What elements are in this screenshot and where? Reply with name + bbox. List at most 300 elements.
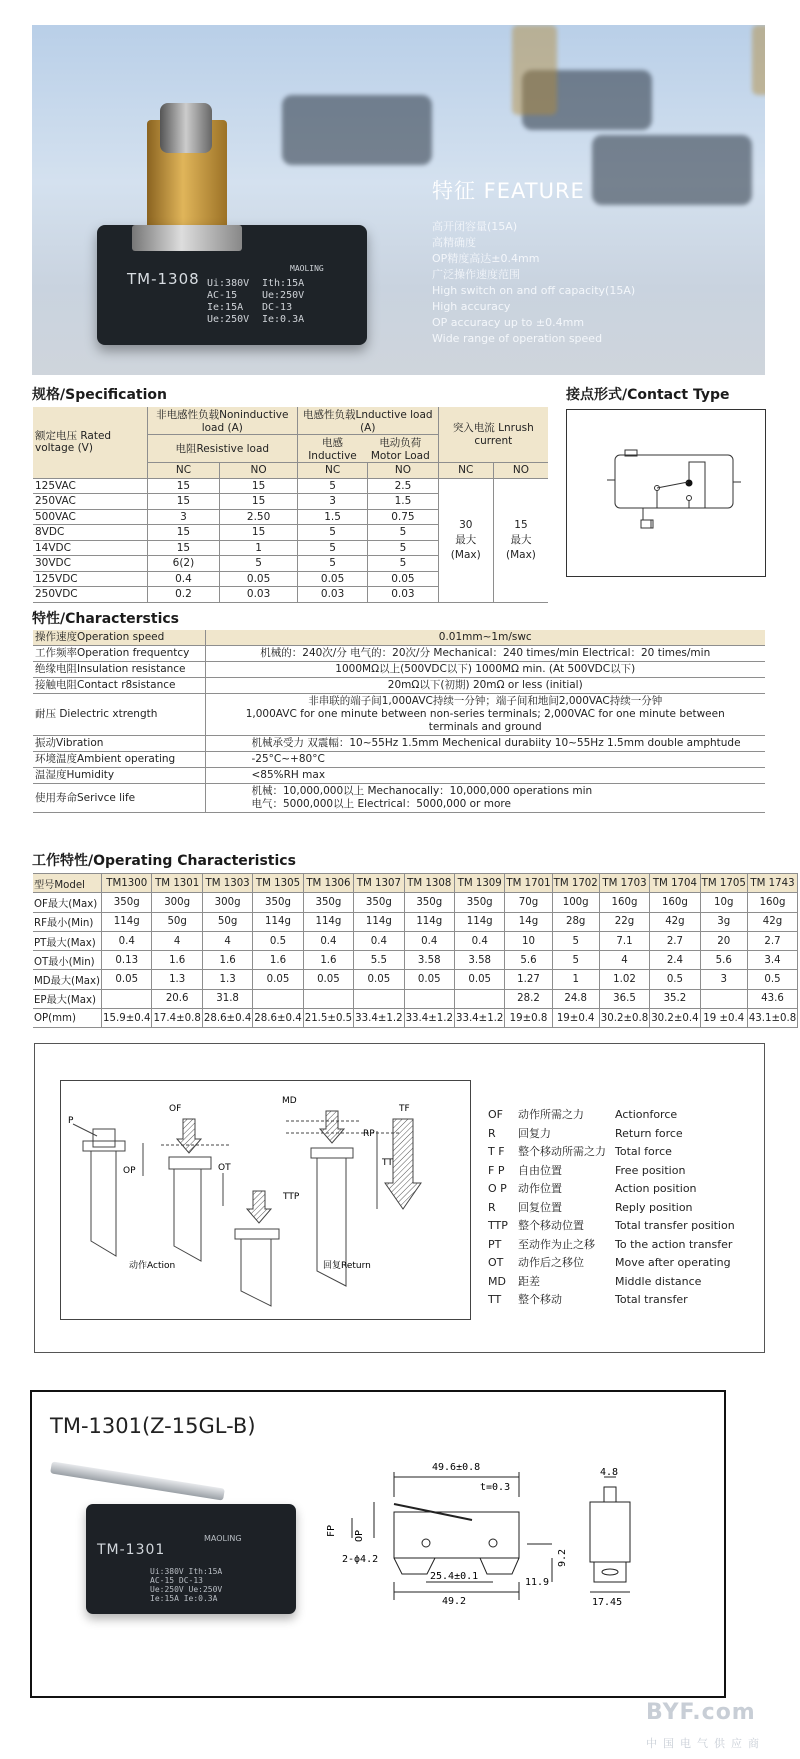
spec-voltage: 8VDC — [33, 525, 147, 541]
operating-cell: 160g — [599, 893, 649, 912]
spec-value: 5 — [368, 525, 438, 541]
legend-en: Actionforce — [615, 1108, 678, 1121]
feature-item: 广泛操作速度范围 — [432, 268, 520, 281]
watermark-site: 中国电气供应商 — [646, 1737, 765, 1750]
characteristic-row — [33, 736, 765, 752]
spec-value: 0.05 — [220, 571, 298, 587]
characteristic-value: 20mΩ以下(初期) 20mΩ or less (initial) — [205, 678, 765, 694]
spec-value: 5 — [297, 478, 367, 494]
legend-en: Move after operating — [615, 1256, 731, 1269]
feature-title: 特征 FEATURE — [432, 179, 585, 203]
legend-en: Return force — [615, 1126, 683, 1140]
operating-cell: TM 1308 — [404, 874, 454, 893]
operating-cell: 0.5 — [650, 970, 700, 989]
operating-cell: 5 — [552, 931, 599, 950]
label-tt: TT — [382, 1158, 393, 1168]
operating-cell: 2.4 — [650, 951, 700, 970]
operating-cell: 3.4 — [747, 951, 797, 970]
operating-cell: 14g — [505, 912, 552, 931]
operation-diagram-box — [34, 1043, 765, 1353]
dim-span: 25.4±0.1 — [430, 1571, 479, 1582]
operating-cell: 100g — [552, 893, 599, 912]
spec-value: 15 — [147, 525, 220, 541]
label-ot: OT — [218, 1163, 231, 1173]
dim-op: OP — [354, 1529, 365, 1542]
legend-code: OF — [488, 1108, 503, 1121]
operating-cell: 30.2±0.4 — [650, 1009, 700, 1028]
operating-cell: 10 — [505, 931, 552, 950]
characteristic-value: 1000MΩ以上(500VDC以下) 1000MΩ min. (At 500VDC以下) — [205, 662, 765, 678]
spec-header-rated: 额定电压 Rated voltage (V) — [33, 407, 147, 478]
operating-cell: 114g — [102, 912, 152, 931]
characteristic-label: 工作频率Operation frequentcy — [33, 646, 205, 662]
operating-cell: 19±0.8 — [505, 1009, 552, 1028]
operating-cell: 5.6 — [505, 951, 552, 970]
feature-item: OP精度高达±0.4mm — [432, 252, 540, 265]
spec-value: 0.05 — [297, 571, 367, 587]
feature-item: 高开闭容量(15A) — [432, 220, 518, 233]
legend-en: Action position — [615, 1182, 697, 1195]
operating-cell — [354, 989, 404, 1008]
legend-cn: 回复力 — [518, 1126, 551, 1140]
operating-cell: 350g — [354, 893, 404, 912]
legend-row — [488, 1162, 735, 1181]
legend-cn: 至动作为止之移 — [518, 1237, 595, 1251]
characteristic-label: 使用寿命Serivce life — [33, 784, 205, 813]
operating-cell: 0.05 — [404, 970, 454, 989]
operating-cell: 1.3 — [202, 970, 252, 989]
plunger-diagram — [61, 1081, 470, 1319]
dim-width-top: 49.6±0.8 — [432, 1462, 481, 1473]
spec-value: 15 — [220, 525, 298, 541]
operating-cell: 36.5 — [599, 989, 649, 1008]
operating-cell: 28.2 — [505, 989, 552, 1008]
operating-cell: 50g — [202, 912, 252, 931]
operating-cell: 0.13 — [102, 951, 152, 970]
legend-cn: 整个移动所需之力 — [518, 1145, 606, 1158]
legend-cn: 回复位置 — [518, 1200, 562, 1214]
spec-nc: NC — [297, 463, 367, 479]
legend-row — [488, 1125, 735, 1144]
switch-roller — [160, 103, 212, 153]
characteristic-label: 振动Vibration — [33, 736, 205, 752]
operating-cell: 70g — [505, 893, 552, 912]
dimension-drawing — [322, 1442, 702, 1642]
operating-cell: 1.6 — [303, 951, 353, 970]
spec-value: 5 — [368, 556, 438, 572]
operating-cell: 0.4 — [102, 931, 152, 950]
legend-row — [488, 1236, 735, 1255]
spec-no: NO — [368, 463, 438, 479]
operating-cell: TM 1705 — [700, 874, 747, 893]
operating-cell: 0.4 — [404, 931, 454, 950]
spec-value: 3 — [147, 509, 220, 525]
legend-en: Reply position — [615, 1200, 693, 1214]
operating-row-label: EP最大(Max) — [33, 989, 102, 1008]
characteristic-row — [33, 678, 765, 694]
legend-code: PT — [488, 1237, 502, 1251]
legend-code: TT — [488, 1293, 502, 1306]
feature-item: Wide range of operation speed — [432, 332, 603, 345]
operating-cell: 20 — [700, 931, 747, 950]
operating-cell: 0.05 — [102, 970, 152, 989]
spec-value: 15 — [220, 494, 298, 510]
spec-value: 15 — [147, 494, 220, 510]
legend-row — [488, 1199, 735, 1218]
spec-voltage: 250VAC — [33, 494, 147, 510]
characteristic-label: 接触电阻Contact r8sistance — [33, 678, 205, 694]
spec-value: 15 — [147, 478, 220, 494]
operating-cell: TM 1305 — [253, 874, 303, 893]
model-photo-spec: Ui:380V Ith:15A AC-15 DC-13 Ue:250V Ue:250V Ie:15A Ie:0.3A — [150, 1567, 223, 1603]
watermark-logo: BYF.com — [646, 1700, 756, 1725]
operating-cell: 15.9±0.4 — [102, 1009, 152, 1028]
characteristic-value: 机械承受力 双震幅：10~55Hz 1.5mm Mechenical durabiity 10~55Hz 1.5mm double amphtude — [205, 736, 765, 752]
operating-cell: 350g — [102, 893, 152, 912]
spec-value: 0.03 — [368, 587, 438, 603]
legend-en: To the action transfer — [615, 1237, 733, 1251]
operating-cell: TM 1306 — [303, 874, 353, 893]
operating-cell: 114g — [303, 912, 353, 931]
operating-cell — [253, 989, 303, 1008]
operating-cell: 43.1±0.8 — [747, 1009, 797, 1028]
characteristic-value: 机械的：240次/分 电气的：20次/分 Mechanical：240 times/min Electrical：20 times/min — [205, 646, 765, 662]
characteristic-value: 机械：10,000,000以上 Mechanocally：10,000,000 operations min 电气：5000,000以上 Electrical：5000,000 or more — [205, 784, 765, 813]
operating-cell: 160g — [650, 893, 700, 912]
legend-code: O P — [488, 1182, 507, 1195]
operating-row — [33, 989, 798, 1008]
spec-voltage: 30VDC — [33, 556, 147, 572]
switch-spec-left: Ui:380V AC-15 Ie:15A Ue:250V — [207, 278, 250, 325]
spec-value: 1.5 — [297, 509, 367, 525]
operating-cell: 114g — [404, 912, 454, 931]
operating-row-label: OT最小(Min) — [33, 951, 102, 970]
operating-cell: 33.4±1.2 — [404, 1009, 454, 1028]
spec-header-inrush: 突入电流 Lnrush current — [438, 407, 548, 463]
bg-plunger-blur — [752, 25, 765, 95]
operating-cell: 28.6±0.4 — [202, 1009, 252, 1028]
spec-value: 15 — [220, 478, 298, 494]
spec-value: 1 — [220, 540, 298, 556]
operating-row-label: 型号Model — [33, 874, 102, 893]
legend-cn: 距差 — [518, 1274, 540, 1288]
spec-value: 5 — [297, 525, 367, 541]
characteristic-row — [33, 646, 765, 662]
label-rp: RP — [363, 1129, 375, 1139]
operating-cell: 0.5 — [747, 970, 797, 989]
legend-en: Total transfer position — [615, 1219, 735, 1232]
operating-cell: 42g — [650, 912, 700, 931]
operating-cell: 0.05 — [253, 970, 303, 989]
operating-cell: 1 — [552, 970, 599, 989]
operating-cell: 3 — [700, 970, 747, 989]
legend-row — [488, 1273, 735, 1292]
spec-value: 15 — [147, 540, 220, 556]
legend-code: R — [488, 1126, 496, 1140]
characteristic-label: 耐压 Dielectric xtrength — [33, 694, 205, 736]
operating-cell: 300g — [152, 893, 202, 912]
operating-cell: TM 1303 — [202, 874, 252, 893]
operating-cell: 17.4±0.8 — [152, 1009, 202, 1028]
operating-cell: 114g — [253, 912, 303, 931]
operating-cell: 4 — [152, 931, 202, 950]
spec-value: 0.05 — [368, 571, 438, 587]
operating-cell: 2.7 — [650, 931, 700, 950]
operating-cell: 1.6 — [253, 951, 303, 970]
operating-cell: 2.7 — [747, 931, 797, 950]
operating-table — [33, 873, 798, 1028]
operating-cell: 1.3 — [152, 970, 202, 989]
operating-cell: 3.58 — [404, 951, 454, 970]
operating-cell: 350g — [454, 893, 504, 912]
operating-cell: 350g — [404, 893, 454, 912]
spec-header-noninductive: 非电感性负载Noninductive load (A) — [147, 407, 297, 435]
legend-cn: 动作位置 — [518, 1182, 562, 1195]
spec-value: 0.4 — [147, 571, 220, 587]
operating-cell: TM 1743 — [747, 874, 797, 893]
model-box — [30, 1390, 726, 1698]
operating-cell: 30.2±0.8 — [599, 1009, 649, 1028]
operating-cell: 1.6 — [152, 951, 202, 970]
legend-row — [488, 1180, 735, 1199]
spec-header-inductive-load: 电感性负载Lnductive load (A) — [297, 407, 438, 435]
operating-cell: 0.4 — [354, 931, 404, 950]
operating-row — [33, 931, 798, 950]
operating-cell: 0.05 — [354, 970, 404, 989]
operating-cell: 0.4 — [303, 931, 353, 950]
spec-header-inductive-motor — [297, 435, 438, 463]
spec-table — [33, 407, 548, 603]
operating-cell: 0.4 — [454, 931, 504, 950]
operating-cell: 350g — [303, 893, 353, 912]
model-photo-brand: MAOLING — [204, 1534, 242, 1543]
operating-row — [33, 893, 798, 912]
operating-cell: 5.5 — [354, 951, 404, 970]
feature-item: High switch on and off capacity(15A) — [432, 284, 636, 297]
legend-code: R — [488, 1200, 496, 1214]
legend-en: Free position — [615, 1163, 686, 1177]
dim-width-bottom: 49.2 — [442, 1596, 467, 1607]
operating-row-label: PT最大(Max) — [33, 931, 102, 950]
spec-voltage: 14VDC — [33, 540, 147, 556]
feature-item: OP accuracy up to ±0.4mm — [432, 316, 585, 329]
legend-en: Total force — [615, 1145, 672, 1158]
characteristic-label: 操作速度Operation speed — [33, 630, 205, 646]
legend-en: Total transfer — [615, 1293, 688, 1306]
characteristic-row — [33, 662, 765, 678]
spec-inrush-value: 30 最大 (Max) — [438, 478, 493, 602]
spec-header-resistive: 电阻Resistive load — [147, 435, 297, 463]
operating-cell: 300g — [202, 893, 252, 912]
spec-value: 3 — [297, 494, 367, 510]
legend-row — [488, 1291, 735, 1310]
legend-row — [488, 1217, 735, 1236]
spec-header-motor: 电动负荷Motor Load — [370, 437, 430, 462]
characteristic-label: 绝缘电阻Insulation resistance — [33, 662, 205, 678]
operation-diagram — [60, 1080, 471, 1320]
operating-cell: 3.58 — [454, 951, 504, 970]
feature-item: 高精确度 — [432, 236, 476, 249]
operating-cell — [700, 989, 747, 1008]
label-return: 回复Return — [323, 1261, 371, 1271]
characteristic-row — [33, 694, 765, 736]
spec-voltage: 250VDC — [33, 587, 147, 603]
operating-cell: 10g — [700, 893, 747, 912]
spec-no: NO — [220, 463, 298, 479]
operating-cell: TM1300 — [102, 874, 152, 893]
switch-nut — [132, 225, 242, 251]
dim-depth: 11.9 — [525, 1577, 550, 1588]
spec-row — [33, 478, 548, 494]
spec-value: 2.50 — [220, 509, 298, 525]
operating-row — [33, 970, 798, 989]
contact-type-box — [566, 409, 766, 577]
operating-cell: 350g — [253, 893, 303, 912]
dim-side-top: 4.8 — [600, 1467, 619, 1478]
legend-row — [488, 1143, 735, 1162]
operating-cell: TM 1309 — [454, 874, 504, 893]
bg-plunger-blur — [512, 25, 557, 115]
spec-inrush-value: 15 最大 (Max) — [493, 478, 548, 602]
spec-header-inductive: 电感Inductive — [308, 437, 357, 462]
feature-banner — [32, 25, 765, 375]
spec-value: 0.75 — [368, 509, 438, 525]
characteristic-label: 环境温度Ambient operating — [33, 752, 205, 768]
dim-height: 9.2 — [557, 1548, 568, 1567]
legend-row — [488, 1106, 735, 1125]
operating-cell: 1.02 — [599, 970, 649, 989]
bg-switch-blur — [282, 95, 432, 165]
label-action: 动作Action — [129, 1261, 176, 1271]
legend-cn: 动作所需之力 — [518, 1108, 584, 1121]
legend-cn: 整个移动 — [518, 1293, 562, 1306]
operating-cell: 114g — [354, 912, 404, 931]
feature-panel — [432, 175, 635, 347]
operating-cell: 31.8 — [202, 989, 252, 1008]
characteristics-table — [33, 630, 765, 813]
characteristics-title: 特性/Characterstics — [32, 611, 179, 627]
characteristic-label: 温湿度Humidity — [33, 768, 205, 784]
operating-row-label: MD最大(Max) — [33, 970, 102, 989]
operating-cell: 4 — [202, 931, 252, 950]
label-tf: TF — [399, 1104, 410, 1114]
operating-cell: 3g — [700, 912, 747, 931]
model-title: TM-1301(Z-15GL-B) — [50, 1414, 256, 1438]
characteristic-value: 非串联的端子间1,000AVC持续一分钟；端子间和地间2,000VAC持续一分钟 1,000AVC for one minute between non-series terminals; 2,000VAC for one minute between terminals and ground — [205, 694, 765, 736]
spec-no: NO — [493, 463, 548, 479]
operating-cell — [404, 989, 454, 1008]
operating-cell — [303, 989, 353, 1008]
characteristic-value: 0.01mm~1m/swc — [205, 630, 765, 646]
operating-cell: 160g — [747, 893, 797, 912]
legend-code: F P — [488, 1163, 505, 1177]
operating-row — [33, 1009, 798, 1028]
characteristic-value: <85%RH max — [205, 768, 765, 784]
spec-value: 5 — [297, 556, 367, 572]
operating-row-label: RF最小(Min) — [33, 912, 102, 931]
switch-brand: MAOLING — [290, 264, 324, 273]
characteristic-row — [33, 784, 765, 813]
operating-cell: 5 — [552, 951, 599, 970]
operating-cell: 19 ±0.4 — [700, 1009, 747, 1028]
operating-cell: 33.4±1.2 — [454, 1009, 504, 1028]
spec-title: 规格/Specification — [32, 387, 168, 403]
model-photo-lever — [50, 1461, 225, 1500]
operating-cell: 0.05 — [303, 970, 353, 989]
spec-voltage: 125VAC — [33, 478, 147, 494]
spec-voltage: 500VAC — [33, 509, 147, 525]
model-photo-label: TM-1301 — [97, 1542, 166, 1558]
operating-cell: 114g — [454, 912, 504, 931]
characteristic-row — [33, 768, 765, 784]
switch-spec-right: Ith:15A Ue:250V DC-13 Ie:0.3A — [262, 278, 305, 325]
contact-title: 接点形式/Contact Type — [566, 387, 730, 403]
operating-row — [33, 951, 798, 970]
feature-list — [432, 219, 635, 347]
spec-value: 5 — [297, 540, 367, 556]
operating-cell: 50g — [152, 912, 202, 931]
operating-cell: 22g — [599, 912, 649, 931]
legend-code: TTP — [488, 1219, 508, 1232]
operating-cell: TM 1701 — [505, 874, 552, 893]
operating-cell: 21.5±0.5 — [303, 1009, 353, 1028]
spec-value: 0.03 — [297, 587, 367, 603]
legend-code: MD — [488, 1274, 506, 1288]
spec-value: 5 — [368, 540, 438, 556]
operating-cell: TM 1307 — [354, 874, 404, 893]
dim-side-bottom: 17.45 — [592, 1597, 623, 1608]
operating-row-label: OP(mm) — [33, 1009, 102, 1028]
operating-cell: 20.6 — [152, 989, 202, 1008]
legend-row — [488, 1254, 735, 1273]
characteristic-row — [33, 630, 765, 646]
operating-cell: 1.27 — [505, 970, 552, 989]
legend-cn: 自由位置 — [518, 1163, 562, 1177]
spec-value: 2.5 — [368, 478, 438, 494]
spec-nc: NC — [438, 463, 493, 479]
spec-value: 6(2) — [147, 556, 220, 572]
label-p: P — [68, 1116, 74, 1126]
operating-row — [33, 912, 798, 931]
operating-cell: TM 1301 — [152, 874, 202, 893]
operating-row-label: OF最大(Max) — [33, 893, 102, 912]
operating-cell: 24.8 — [552, 989, 599, 1008]
operating-cell: 43.6 — [747, 989, 797, 1008]
spec-voltage: 125VDC — [33, 571, 147, 587]
spec-value: 0.2 — [147, 587, 220, 603]
operating-cell: 4 — [599, 951, 649, 970]
contact-diagram — [567, 410, 765, 576]
operating-cell: TM 1703 — [599, 874, 649, 893]
dim-fp: FP — [326, 1524, 337, 1537]
feature-item: High accuracy — [432, 300, 511, 313]
label-of: OF — [169, 1104, 182, 1114]
operating-cell: 0.5 — [253, 931, 303, 950]
operating-cell: 28g — [552, 912, 599, 931]
operating-cell: 19±0.4 — [552, 1009, 599, 1028]
legend-code: T F — [488, 1145, 505, 1158]
operating-cell: 0.05 — [454, 970, 504, 989]
label-md: MD — [282, 1096, 297, 1106]
operating-cell: 1.6 — [202, 951, 252, 970]
operating-cell: TM 1704 — [650, 874, 700, 893]
operating-cell — [102, 989, 152, 1008]
spec-nc: NC — [147, 463, 220, 479]
legend-cn: 整个移动位置 — [518, 1219, 584, 1232]
switch-model-label: TM-1308 — [127, 270, 200, 288]
spec-value: 0.03 — [220, 587, 298, 603]
diagram-legend — [488, 1106, 735, 1310]
